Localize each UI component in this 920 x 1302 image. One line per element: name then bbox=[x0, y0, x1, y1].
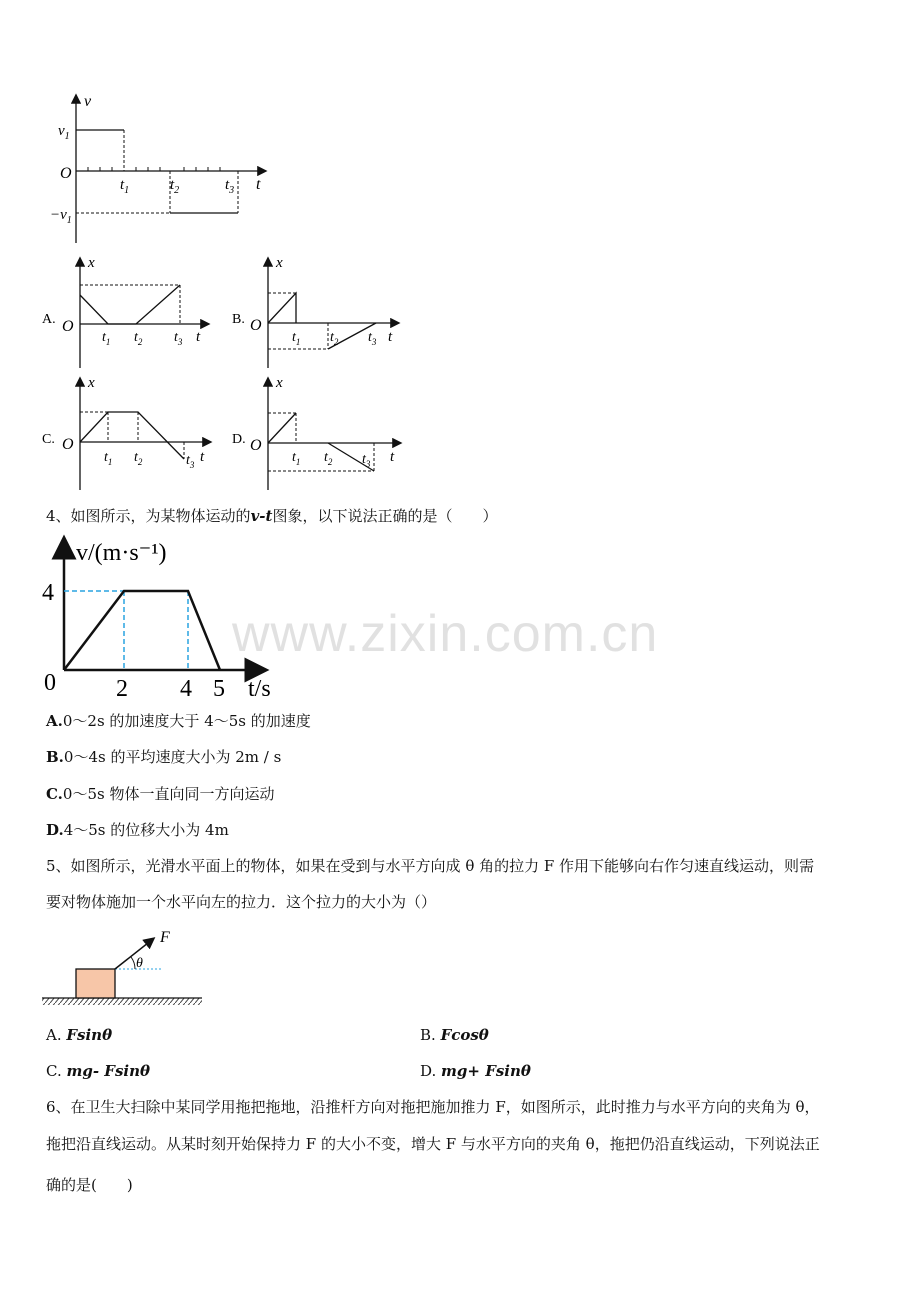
svg-text:t2: $t_2$ bbox=[134, 450, 143, 467]
xt-graph-b bbox=[228, 255, 408, 373]
svg-text:t2: $t_2$ bbox=[134, 330, 143, 347]
svg-text:t2: $t_2$ bbox=[170, 177, 180, 196]
svg-text:t1: $t_1$ bbox=[292, 330, 301, 347]
q4-option-c[interactable]: C.0～5s 物体一直向同一方向运动 bbox=[46, 785, 275, 803]
question-5-line1: 5、如图所示，光滑水平面上的物体，如果在受到与水平方向成 θ 角的拉力 F 作用下能够向右作匀速直线运动，则需 bbox=[46, 857, 815, 875]
svg-text:t: t bbox=[390, 449, 395, 465]
question-6-line2: 拖把沿直线运动。从某时刻开始保持力 F 的大小不变，增大 F 与水平方向的夹角 θ，拖把仍沿直线运动，下列说法正 bbox=[46, 1135, 820, 1153]
svg-text:t1: $t_1$ bbox=[104, 450, 113, 467]
q4-option-d[interactable]: D.4～5s 的位移大小为 4m bbox=[46, 821, 229, 839]
svg-text:t1: $t_1$ bbox=[102, 330, 111, 347]
block bbox=[76, 969, 115, 998]
svg-text:F: F bbox=[160, 929, 170, 946]
svg-text:t1: $t_1$ bbox=[120, 177, 130, 196]
svg-text:x: x bbox=[276, 255, 283, 271]
q5-option-c[interactable]: C. mg- Fsinθ bbox=[46, 1062, 151, 1080]
option-letter: A. bbox=[42, 312, 56, 327]
svg-text:v1: $v_1$ bbox=[58, 123, 70, 142]
q4-x-tick: 2 bbox=[116, 676, 128, 702]
xt-graph-a bbox=[38, 255, 218, 373]
q5-option-a[interactable]: A. Fsinθ bbox=[46, 1026, 113, 1044]
svg-text:t: t bbox=[200, 449, 205, 465]
svg-text:t3: $t_3$ bbox=[225, 177, 235, 196]
q5-option-d[interactable]: D. mg+ Fsinθ bbox=[420, 1062, 531, 1080]
ground-hatch bbox=[42, 998, 202, 1005]
q4-x-axis-label: t/s bbox=[248, 676, 271, 702]
xt-graph-d bbox=[228, 375, 408, 497]
t-axis-label: t bbox=[256, 176, 261, 193]
origin-label: O bbox=[60, 165, 72, 182]
question-4-stem: 4、如图所示，为某物体运动的v-t图象，以下说法正确的是（ ） bbox=[46, 507, 498, 525]
option-letter: B. bbox=[232, 312, 245, 327]
svg-text:x: x bbox=[88, 255, 95, 271]
q4-option-b[interactable]: B.0～4s 的平均速度大小为 2m / s bbox=[46, 748, 282, 766]
q4-x-tick: 4 bbox=[180, 676, 192, 702]
svg-text:O: O bbox=[250, 317, 262, 334]
svg-text:t3: $t_3$ bbox=[174, 330, 183, 347]
svg-text:O: O bbox=[62, 318, 74, 335]
svg-text:x: x bbox=[276, 375, 283, 391]
svg-text:t3: $t_3$ bbox=[368, 330, 377, 347]
q5-block-figure bbox=[40, 925, 210, 1010]
svg-text:t1: $t_1$ bbox=[292, 450, 301, 467]
svg-text:t3: $t_3$ bbox=[362, 452, 371, 469]
q4-y-tick: 4 bbox=[42, 580, 54, 606]
q4-option-a[interactable]: A.0～2s 的加速度大于 4～5s 的加速度 bbox=[46, 712, 311, 730]
question-6-line1: 6、在卫生大扫除中某同学用拖把拖地，沿推杆方向对拖把施加推力 F，如图所示，此时推力与水平方向的夹角为 θ， bbox=[46, 1098, 820, 1116]
v-axis-label: v bbox=[84, 93, 92, 110]
svg-text:−v1: $-v_1$ bbox=[50, 207, 72, 226]
top-vt-graph bbox=[40, 88, 280, 248]
svg-text:t2: $t_2$ bbox=[324, 450, 333, 467]
q4-x-tick: 5 bbox=[213, 676, 225, 702]
question-5-line2: 要对物体施加一个水平向左的拉力．这个拉力的大小为（） bbox=[46, 893, 437, 911]
svg-text:O: O bbox=[62, 436, 74, 453]
svg-text:t: t bbox=[388, 329, 393, 345]
svg-text:t2: $t_2$ bbox=[330, 330, 339, 347]
question-6-line3: 确的是( ) bbox=[46, 1176, 133, 1194]
svg-text:t3: $t_3$ bbox=[186, 453, 195, 470]
svg-text:t: t bbox=[196, 329, 201, 345]
svg-text:x: x bbox=[88, 375, 95, 391]
q4-y-axis-label: v/(m·s⁻¹) bbox=[76, 540, 167, 566]
option-letter: C. bbox=[42, 432, 55, 447]
xt-graph-c bbox=[38, 375, 218, 497]
q5-option-b[interactable]: B. Fcosθ bbox=[420, 1026, 489, 1044]
svg-text:O: O bbox=[250, 437, 262, 454]
q4-vt-line bbox=[64, 591, 220, 670]
q4-origin: 0 bbox=[44, 670, 56, 696]
option-letter: D. bbox=[232, 432, 246, 447]
svg-text:θ: θ bbox=[136, 956, 143, 971]
watermark: www.zixin.com.cn bbox=[232, 605, 659, 663]
